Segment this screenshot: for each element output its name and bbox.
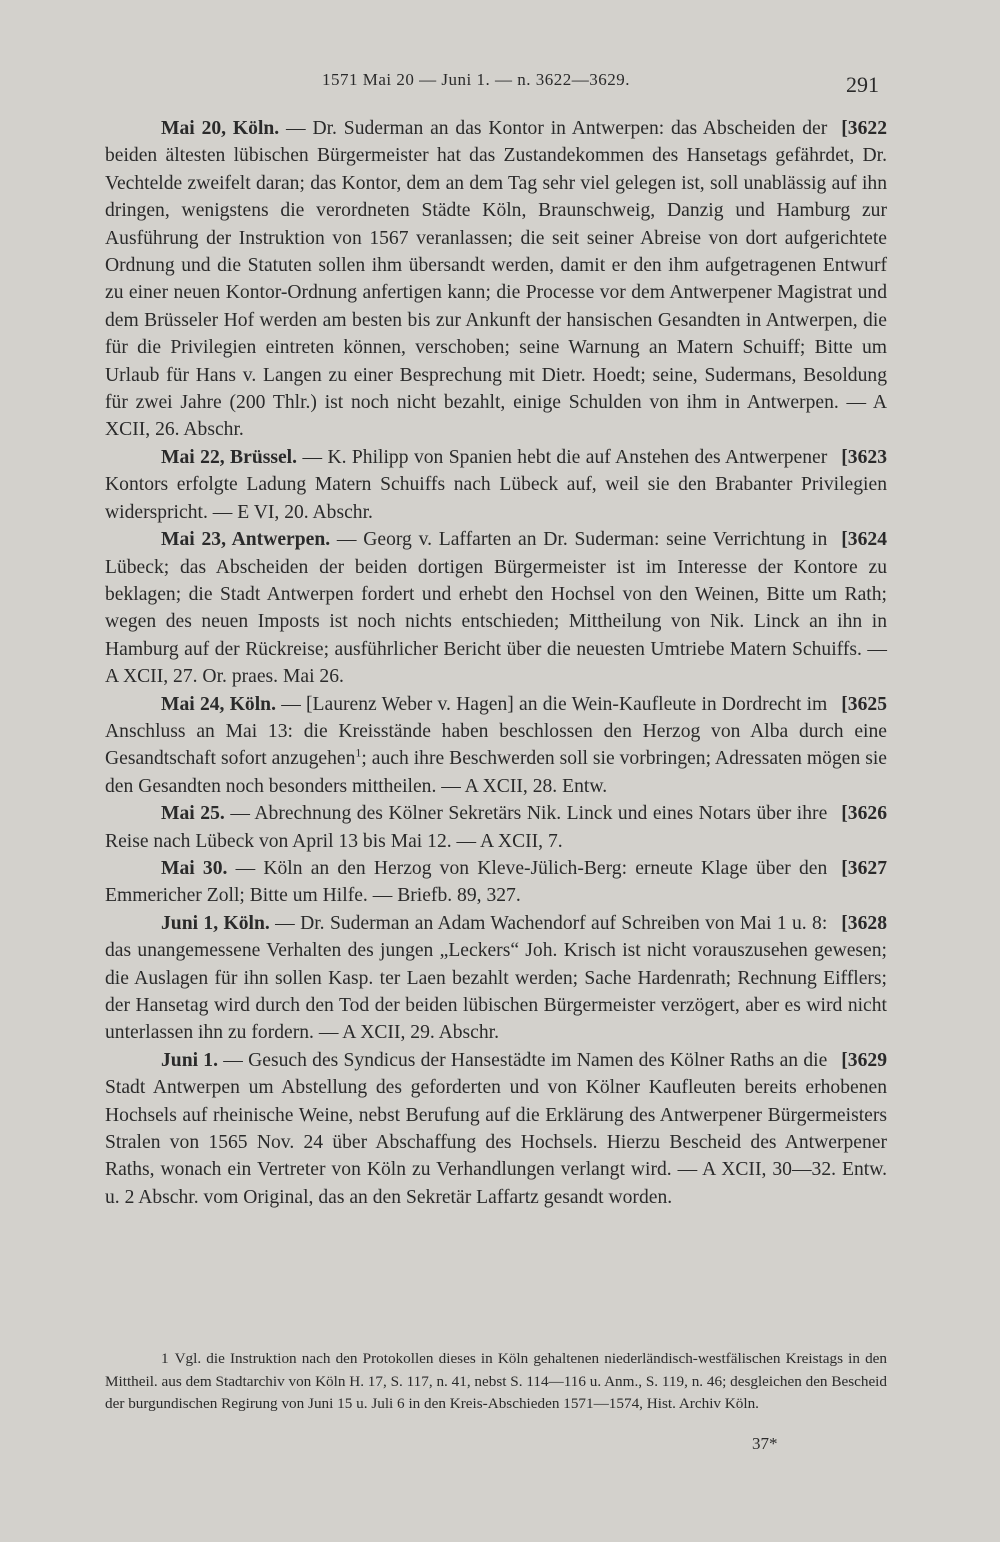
entry-date-place: Mai 30. (161, 857, 228, 879)
entry-date-place: Mai 23, Antwerpen. (161, 529, 331, 551)
entry-text: — Georg v. Laffarten an Dr. Suderman: seine Verrichtung in Lübeck; das Abscheiden der beiden dortigen Bürgermeister ist im Interesse der Kontore zu beklagen; die Stadt Antwerpen fordert und erhebt den Hochsel von den Weinen, Bitte um Rath; wegen des neuen Imposts ist noch nichts entschieden; Mittheilung von Nik. Linck an ihn in Hamburg auf der Rückreise; ausführlicher Bericht über die neuesten Umtriebe Matern Schuiffs. — A XCII, 27. Or. praes. Mai 26. (105, 529, 887, 688)
entry-text: — Abrechnung des Kölner Sekretärs Nik. Linck und eines Notars über ihre Reise nach Lübeck von April 13 bis Mai 12. — A XCII, 7. (105, 803, 828, 852)
entry-text: — Dr. Suderman an Adam Wachendorf auf Schreiben von Mai 1 u. 8: das unangemessene Verhalten des jungen „Leckers“ Joh. Krisch ist nicht vorauszusehen gewesen; die Auslagen für ihn sollen Kasp. ter Laen bezahlt werden; Sache Hardenrath; Rechnung Eifflers; der Hansetag wird durch den Tod der beiden lübischen Bürgermeister verzögert, aber es wird nicht unterlassen ihn zu fordern. — A XCII, 29. Abschr. (105, 912, 887, 1044)
footnote-1 (105, 1348, 887, 1416)
entry-ref: [3622 (841, 118, 887, 139)
entry-text: — K. Philipp von Spanien hebt die auf Anstehen des Antwerpener Kontors erfolgte Ladung Matern Schuiffs nach Lübeck auf, weil sie den Brabanter Privilegien widerspricht. — E VI, 20. Abschr. (105, 446, 887, 523)
entry-date-place: Juni 1. (161, 1049, 218, 1071)
entry-ref: [3628 (841, 912, 887, 934)
footnote-number: 1 (161, 1350, 169, 1367)
entry-ref: [3625 (841, 693, 887, 715)
entry-3629 (105, 1047, 887, 1211)
entry-text: — Köln an den Herzog von Kleve-Jülich-Berg: erneute Klage über den Emmericher Zoll; Bitte um Hilfe. — Briefb. 89, 327. (105, 857, 828, 907)
entry-ref: [3623 (841, 446, 887, 468)
body-text (105, 115, 887, 1211)
entry-3623 (105, 444, 887, 526)
entry-ref: [3626 (841, 803, 887, 825)
entry-date-place: Mai 25. (161, 803, 225, 825)
running-head (0, 70, 1000, 100)
entry-ref: [3629 (841, 1049, 887, 1071)
entry-3628 (105, 910, 887, 1047)
entry-date-place: Mai 20, Köln. (161, 118, 280, 139)
page-number: 291 (846, 72, 879, 97)
footnotes (105, 1348, 887, 1416)
entry-text: — Gesuch des Syndicus der Hansestädte im Namen des Kölner Raths an die Stadt Antwerpen um Abstellung des geforderten und von Kölner Kaufleuten bereits erhobenen Hochsels auf rheinische Weine, nebst Berufung auf die Erklärung des Antwerpener Bürgermeisters Stralen von 1565 Nov. 24 über Abschaffung des Hochsels. Hierzu Bescheid des Antwerpener Raths, wonach ein Vertreter von Köln zu Verhandlungen verlangt wird. — A XCII, 30—32. Entw. u. 2 Abschr. vom Original, das an den Sekretär Laffartz gesandt worden. (105, 1049, 887, 1208)
entry-ref: [3627 (841, 857, 887, 879)
entry-3622 (105, 115, 887, 444)
entry-text: — Dr. Suderman an das Kontor in Antwerpen: das Abscheiden der beiden ältesten lübischen Bürgermeister hat das Zustandekommen des Hansetags gefährdet, Dr. Vechtelde zweifelt daran; das Kontor, dem an dem Tag sehr viel gelegen ist, soll unablässig auf ihn dringen, wenigstens die verordneten Städte Köln, Braunschweig, Danzig und Hamburg zur Ausführung der Instruktion von 1567 veranlassen; die seit seiner Abreise von dort aufgerichtete Ordnung und die Statuten sollen ihm übersandt werden, damit er den ihm aufgetragenen Entwurf zu einer neuen Kontor-Ordnung anfertigen kann; die Processe vor dem Antwerpener Magistrat und dem Brüsseler Hof werden am besten bis zur Ankunft der hansischen Gesandten in Antwerpen, die für die Privilegien eintreten können, verschoben; seine Warnung an Matern Schuiff; Bitte um Urlaub für Hans v. Langen zu einer Besprechung mit Dietr. Hoedt; seine, Sudermans, Besoldung für zwei Jahre (200 Thlr.) ist noch nicht bezahlt, einige Schulden von ihm in Antwerpen. — A XCII, 26. Abschr. (105, 118, 887, 441)
entry-3627 (105, 855, 887, 910)
entry-date-place: Juni 1, Köln. (161, 912, 270, 934)
signature-mark: 37* (752, 1434, 778, 1453)
entry-3624 (105, 526, 887, 690)
running-title: 1571 Mai 20 — Juni 1. — n. 3622—3629. (322, 70, 630, 89)
entry-date-place: Mai 24, Köln. (161, 693, 276, 715)
entry-3626 (105, 800, 887, 855)
entry-date-place: Mai 22, Brüssel. (161, 446, 298, 468)
entry-ref: [3624 (841, 529, 887, 551)
entry-text-before-note: — [Laurenz Weber v. Hagen] an die Wein-Kaufleute in Dordrecht im Anschluss an Mai 13: die Kreisstände haben beschlossen den Herzog von Alba durch eine Gesandtschaft sofort anzugehen (105, 693, 887, 770)
entry-3625 (105, 691, 887, 801)
entry-text: ; auch ihre Beschwerden soll sie vorbringen; Adressaten mögen sie den Gesandten noch besonders mittheilen. — A XCII, 28. Entw. (105, 748, 887, 797)
footnote-text: Vgl. die Instruktion nach den Protokollen dieses in Köln gehaltenen niederländisch-westfälischen Kreistags in den Mittheil. aus dem Stadtarchiv von Köln H. 17, S. 117, n. 41, nebst S. 114—116 u. Anm., S. 119, n. 46; desgleichen den Bescheid der burgundischen Regirung von Juni 15 u. Juli 6 in den Kreis-Abschieden 1571—1574, Hist. Archiv Köln. (105, 1350, 887, 1412)
footnote-mark: 1 (355, 745, 362, 760)
